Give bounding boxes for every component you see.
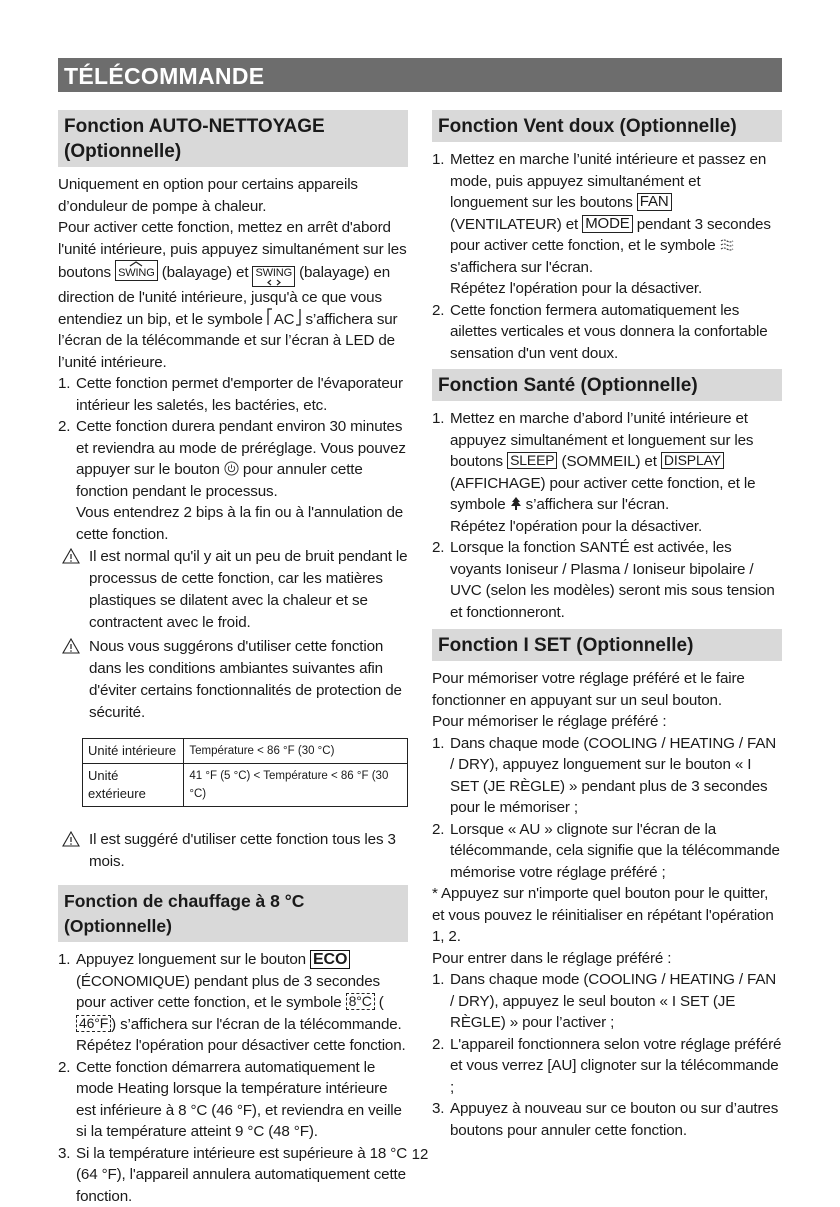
list-text: Mettez en marche d’abord l’unité intérieure et appuyez simultanément et longuement sur les boutons <box>450 410 754 470</box>
list-text: s’affichera sur l'écran. <box>525 496 670 513</box>
list-text: Cette fonction démarrera automatiquement le mode Heating lorsque la température intérieure est inférieure à 8 °C (46 °F), et reviendra en veille si la température atteint 9 °C (48 °F). <box>76 1058 402 1141</box>
list-text: Vous entendrez 2 bips à la fin ou à l'annulation de cette fonction. <box>76 504 404 543</box>
list-item <box>432 149 782 300</box>
list-text: Cette fonction permet d'emporter de l'évaporateur intérieur les saletés, les bactéries, etc. <box>76 375 403 414</box>
auto-clean-intro-2b: (balayage) et <box>161 264 249 281</box>
swing-horizontal-icon <box>263 279 285 286</box>
list-item <box>58 416 408 545</box>
auto-clean-heading: Fonction AUTO-NETTOYAGE (Optionnelle) <box>58 110 408 167</box>
conditions-table <box>82 738 408 807</box>
list-item <box>58 1057 408 1143</box>
list-number: 1. <box>432 734 445 752</box>
list-number: 2. <box>432 539 445 556</box>
list-number: 2. <box>58 418 71 436</box>
list-item <box>432 1034 782 1099</box>
table-cell-condition: 41 °F (5 °C) < Température < 86 °F (30 °C) <box>184 764 408 807</box>
soft-wind-list <box>432 149 782 364</box>
iset-heading: Fonction I SET (Optionnelle) <box>432 629 782 661</box>
list-text: Cette fonction fermera automatiquement les ailettes verticales et vous donnera la confortable sensation d'un vent doux. <box>450 301 768 362</box>
soft-wind-heading: Fonction Vent doux (Optionnelle) <box>432 110 782 142</box>
iset-intro-1: Pour mémoriser votre réglage préféré et le faire fonctionner en appuyant sur un seul bouton. <box>432 670 745 709</box>
list-text: Répétez l'opération pour désactiver cette fonction. <box>76 1037 406 1055</box>
list-number: 1. <box>58 375 71 393</box>
list-text: Lorsque « AU » clignote sur l'écran de la télécommande, cela signifie que la télécommande mémorise votre réglage préféré ; <box>450 820 780 881</box>
health-tree-icon <box>510 497 522 511</box>
swing-button-1-label: SWING <box>118 267 155 279</box>
46f-symbol: 46°F <box>76 1015 111 1032</box>
list-text: s'affichera sur l'écran. <box>450 258 593 276</box>
list-text: Répétez l'opération pour la désactiver. <box>450 517 703 535</box>
list-text: Dans chaque mode (COOLING / HEATING / FAN / DRY), appuyez le seul bouton « I SET (JE RÈGLE) » pour l’activer ; <box>450 971 777 1031</box>
warning-text: Il est suggéré d'utiliser cette fonction tous les 3 mois. <box>89 831 396 871</box>
fan-button: FAN <box>637 193 672 211</box>
list-number: 1. <box>432 151 445 168</box>
list-text: Mettez en marche l’unité intérieure et passez en mode, puis appuyez simultanément et longuement sur les boutons <box>450 151 767 211</box>
power-icon <box>224 461 239 476</box>
table-row <box>83 764 408 807</box>
list-number: 3. <box>58 1144 71 1162</box>
list-item <box>432 408 782 537</box>
list-number: 1. <box>58 951 71 969</box>
warning-triangle-icon <box>62 548 80 564</box>
auto-clean-intro-2d: s’affichera sur l’écran de la télécommande et sur l’écran à LED de l’unité intérieure. <box>58 310 398 371</box>
list-item: 1. Appuyez longuement sur le bouton ECO (ÉCONOMIQUE) pendant plus de 3 secondes pour activer cette fonction, et le symbole 8°C (46°F ) s’affichera sur l'écran de la télécommande. Répétez l'opération pour désactiver cette fonction. <box>58 949 408 1057</box>
list-number: 2. <box>58 1058 71 1076</box>
list-number: 3. <box>432 1100 445 1117</box>
list-item <box>432 819 782 884</box>
warning-triangle-icon <box>62 831 80 847</box>
warning-note <box>58 829 408 873</box>
list-item <box>432 969 782 1034</box>
list-number: 2. <box>432 301 445 319</box>
table-cell-condition: Température < 86 °F (30 °C) <box>184 739 408 764</box>
list-number: 2. <box>432 820 445 838</box>
right-column <box>432 110 782 1141</box>
list-item <box>432 733 782 819</box>
display-button: DISPLAY <box>661 452 724 469</box>
iset-enter-list <box>432 969 782 1141</box>
soft-wind-icon <box>720 238 736 252</box>
8c-symbol: 8°C <box>346 993 375 1010</box>
table-cell-unit: Unité extérieure <box>83 764 184 807</box>
table-cell-unit: Unité intérieure <box>83 739 184 764</box>
warning-note <box>58 636 408 724</box>
list-text: Si la température intérieure est supérieure à 18 °C (64 °F), l'appareil annulera automatiquement cette fonction. <box>76 1144 408 1205</box>
ac-symbol-label: AC <box>273 310 295 328</box>
page-number: 12 <box>411 1146 429 1163</box>
list-number: 2. <box>432 1035 445 1053</box>
warning-note <box>58 546 408 634</box>
swing-button-2-label: SWING <box>255 267 292 279</box>
iset-intro-3: Pour entrer dans le réglage préféré : <box>432 949 672 967</box>
warning-triangle-icon <box>62 638 80 654</box>
health-list <box>432 408 782 623</box>
warning-text: Nous vous suggérons d'utiliser cette fonction dans les conditions ambiantes suivantes afin d'éviter certains fonctionnalités de protection de sécurité. <box>89 638 402 722</box>
mode-button: MODE <box>582 215 632 233</box>
warning-text: Il est normal qu'il y ait un peu de bruit pendant le processus de cette fonction, car les matières plastiques se dilatent avec la chaleur et se contractent avec le froid. <box>89 548 408 632</box>
list-text: Appuyez longuement sur le bouton <box>76 951 306 969</box>
auto-clean-list <box>58 373 408 545</box>
swing-button-vertical <box>115 260 158 281</box>
list-text: (VENTILATEUR) et <box>450 215 579 233</box>
list-text: Appuyez à nouveau sur ce bouton ou sur d’autres boutons pour annuler cette fonction. <box>450 1100 779 1139</box>
ac-bracket-icon <box>267 307 301 327</box>
list-text: Cette fonction durera pendant environ 30 minutes et reviendra au mode de préréglage. Vous pouvez appuyer sur le bouton <box>76 418 406 479</box>
list-text: (AFFICHAGE) pour activer cette fonction, et le symbole <box>450 474 756 513</box>
list-text: (SOMMEIL) et <box>561 453 657 470</box>
list-text: s’affichera sur l'écran de la télécommande. <box>120 1015 402 1033</box>
list-text: pendant 3 secondes pour activer cette fonction, et le symbole <box>450 215 771 254</box>
table-row <box>83 739 408 764</box>
list-text: Répétez l'opération pour la désactiver. <box>450 280 703 297</box>
list-item <box>432 537 782 623</box>
list-text: Lorsque la fonction SANTÉ est activée, les voyants Ioniseur / Plasma / Ioniseur bipolaire / UVC (selon les modèles) seront mis sous tension et fonctionneront. <box>450 539 775 621</box>
list-text: (ÉCONOMIQUE) pendant plus de 3 secondes pour activer cette fonction, et le symbole <box>76 972 380 1012</box>
eco-button: ECO <box>310 950 350 969</box>
health-heading: Fonction Santé (Optionnelle) <box>432 369 782 401</box>
iset-intro-2: Pour mémoriser le réglage préféré : <box>432 713 667 730</box>
auto-clean-intro-2a: Pour activer cette fonction, mettez en arrêt d'abord l'unité intérieure, puis appuyez simultanément sur les boutons <box>58 219 407 281</box>
list-number: 1. <box>432 971 445 988</box>
list-text: Dans chaque mode (COOLING / HEATING / FAN / DRY), appuyez longuement sur le bouton « I SET (JE RÈGLE) » pendant plus de 3 secondes pour le mémoriser ; <box>450 734 777 816</box>
list-item <box>58 373 408 416</box>
heat8-heading: Fonction de chauffage à 8 °C (Optionnelle) <box>58 885 408 942</box>
ac-symbol <box>267 309 302 331</box>
auto-clean-intro-1: Uniquement en option pour certains appareils d’onduleur de pompe à chaleur. <box>58 176 358 215</box>
iset-note: * Appuyez sur n'importe quel bouton pour le quitter, et vous pouvez le réinitialiser en répétant l'opération 1, 2. <box>432 885 774 945</box>
list-number: 1. <box>432 410 445 427</box>
auto-clean-intro-2 <box>58 217 408 373</box>
list-text: L'appareil fonctionnera selon votre réglage préféré et vous verrez [AU] clignoter sur la télécommande ; <box>450 1035 782 1096</box>
iset-memorize-list <box>432 733 782 884</box>
list-text: pour annuler cette fonction pendant le processus. <box>76 461 363 500</box>
heat8-list <box>58 949 408 1207</box>
left-column <box>58 110 408 1207</box>
sleep-button: SLEEP <box>507 452 557 469</box>
list-item <box>432 1098 782 1141</box>
list-item <box>432 300 782 365</box>
swing-button-horizontal <box>252 266 295 287</box>
page-banner: TÉLÉCOMMANDE <box>58 58 782 92</box>
auto-clean-intro-2c: (balayage) en direction de l'unité intérieure, jusqu'à ce que vous entendiez un bip, et le symbole <box>58 264 391 328</box>
